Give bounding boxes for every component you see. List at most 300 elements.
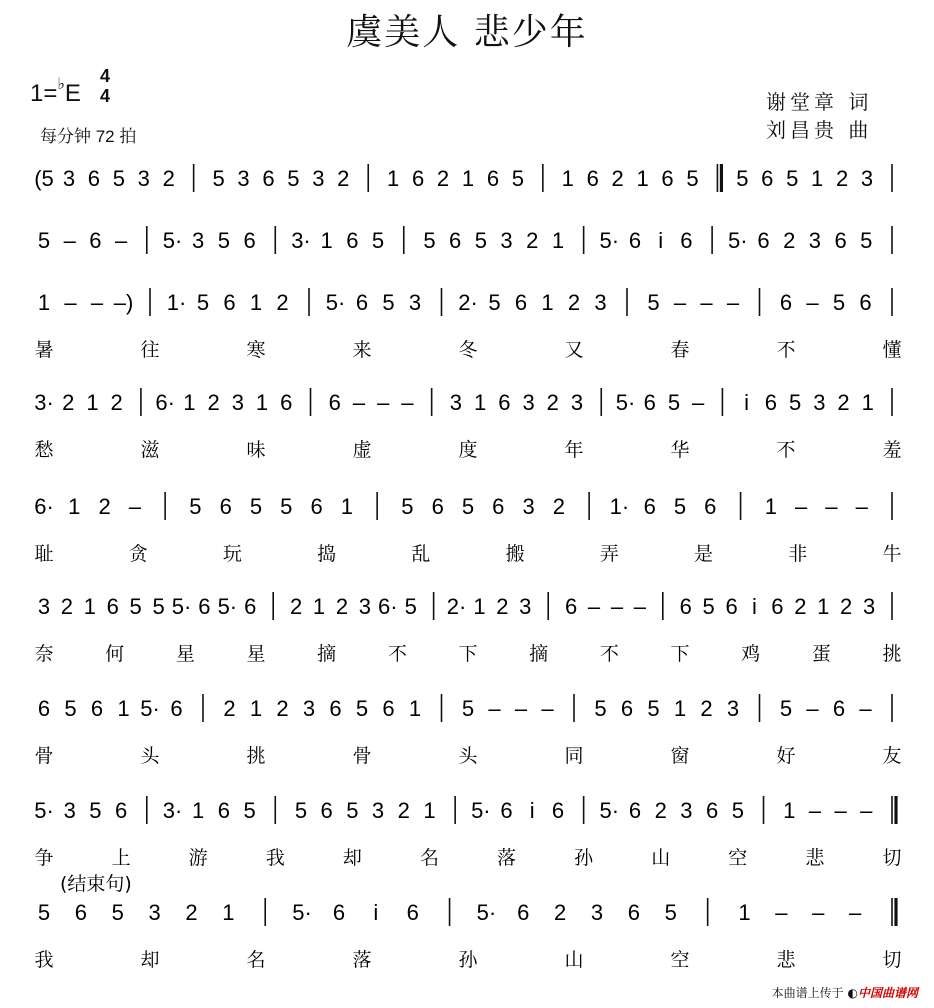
note: 3 xyxy=(449,390,463,415)
lyric: 友 xyxy=(882,745,902,767)
note: 3 xyxy=(522,390,535,415)
note: 5 xyxy=(832,290,846,315)
note: 5 xyxy=(152,594,165,619)
note: 3 xyxy=(231,390,244,415)
note: 2 xyxy=(223,696,236,721)
note: i xyxy=(744,390,750,415)
note: 1 xyxy=(473,594,486,619)
composer-credit: 刘昌贵 曲 xyxy=(766,118,873,142)
note: 5· xyxy=(471,798,491,823)
note: 6 xyxy=(90,696,104,721)
tempo-marking: 每分钟 72 拍 xyxy=(40,127,137,146)
note: – xyxy=(541,696,554,721)
note: 5 xyxy=(779,696,793,721)
lyric: 奈 xyxy=(34,643,54,665)
lyric: 窗 xyxy=(670,745,690,767)
note: 5 xyxy=(647,696,660,721)
note: – xyxy=(726,290,740,315)
note: – xyxy=(808,798,822,823)
note: 6 xyxy=(332,900,346,925)
lyric: 孙 xyxy=(458,949,478,971)
lyricist-credit: 谢堂章 词 xyxy=(766,90,873,114)
note: –) xyxy=(113,290,134,315)
lyric: 落 xyxy=(497,847,517,869)
lyric: 上 xyxy=(111,847,131,869)
note: 1 xyxy=(249,290,263,315)
note: 1 xyxy=(320,228,333,253)
note: 1 xyxy=(117,696,130,721)
note: – xyxy=(855,494,868,519)
note: 1 xyxy=(83,594,96,619)
note: 2 xyxy=(546,390,559,415)
note: 5 xyxy=(346,798,359,823)
note: 1 xyxy=(255,390,269,415)
note: 3 xyxy=(62,166,76,191)
note: 5· xyxy=(476,900,497,925)
lyric: 不 xyxy=(387,643,407,665)
lyric: 切 xyxy=(882,847,902,869)
lyric: 摘 xyxy=(529,643,549,665)
lyric: 又 xyxy=(564,339,584,361)
lyric: 寒 xyxy=(246,339,266,361)
note: – xyxy=(849,900,862,925)
note: 5 xyxy=(461,494,475,519)
note: (5 xyxy=(34,166,54,191)
note: 3 xyxy=(813,390,826,415)
note: – xyxy=(401,390,414,415)
note: 2 xyxy=(162,166,175,191)
note: 6 xyxy=(628,798,642,823)
note: 3 xyxy=(860,166,874,191)
note: 6 xyxy=(679,594,692,619)
note: 5 xyxy=(243,798,256,823)
note: 3 xyxy=(192,228,205,253)
note: 6 xyxy=(492,494,505,519)
note: – xyxy=(834,798,847,823)
note: – xyxy=(352,390,366,415)
note: 1 xyxy=(312,594,326,619)
note: 6 xyxy=(280,390,293,415)
lyric: 头 xyxy=(458,745,478,767)
note: 1 xyxy=(37,290,51,315)
note: 2 xyxy=(654,798,667,823)
note: 3 xyxy=(680,798,693,823)
lyric: 度 xyxy=(458,439,478,461)
note: 3 xyxy=(37,594,51,619)
note: 2 xyxy=(436,166,450,191)
time-top: 4 xyxy=(100,66,111,86)
lyric: 愁 xyxy=(34,439,54,461)
note: 6 xyxy=(725,594,738,619)
note: 6 xyxy=(320,798,333,823)
note: 5 xyxy=(37,228,51,253)
note: 2 xyxy=(835,166,849,191)
note: – xyxy=(806,290,819,315)
note: – xyxy=(633,594,647,619)
note: 5· xyxy=(217,594,238,619)
note: 1 xyxy=(783,798,796,823)
lyric: 年 xyxy=(564,439,584,461)
note: 6 xyxy=(834,228,847,253)
lyric: 切 xyxy=(882,949,902,971)
note: 6 xyxy=(74,900,87,925)
note: 6 xyxy=(223,290,236,315)
note: 3 xyxy=(726,696,740,721)
note: 1 xyxy=(817,594,830,619)
note: 6 xyxy=(411,166,425,191)
note: 6 xyxy=(680,228,693,253)
note: 6 xyxy=(551,798,565,823)
note: – xyxy=(64,290,77,315)
note: 3· xyxy=(291,228,311,253)
note: 5 xyxy=(287,166,300,191)
note: – xyxy=(128,494,141,519)
footer-site: 中国曲谱网 xyxy=(857,986,918,1000)
note: 3 xyxy=(590,900,604,925)
note: 5 xyxy=(736,166,749,191)
note: 5 xyxy=(667,390,681,415)
note: 1· xyxy=(609,494,630,519)
note: 2 xyxy=(276,290,289,315)
note: 2 xyxy=(397,798,410,823)
note: 5· xyxy=(34,798,54,823)
note: 2 xyxy=(783,228,796,253)
note: 5 xyxy=(786,166,799,191)
note: 1 xyxy=(423,798,436,823)
lyric: 好 xyxy=(776,745,796,767)
lyric: 味 xyxy=(246,439,266,461)
note: 6 xyxy=(449,228,462,253)
note: 1 xyxy=(408,696,422,721)
note: – xyxy=(673,290,687,315)
note: – xyxy=(806,696,819,721)
note: 3 xyxy=(862,594,876,619)
note: 3 xyxy=(500,228,513,253)
note: – xyxy=(114,228,128,253)
note: 5· xyxy=(599,228,620,253)
note: i xyxy=(752,594,757,619)
note: 2 xyxy=(526,228,539,253)
note: 2 xyxy=(276,696,289,721)
footer-text: 本曲谱上传于 xyxy=(771,986,844,1000)
note: – xyxy=(514,696,528,721)
note: 5 xyxy=(686,166,699,191)
note: 5 xyxy=(129,594,142,619)
lyric: 空 xyxy=(670,949,690,971)
note: 2 xyxy=(554,900,567,925)
note: 6 xyxy=(243,228,256,253)
note: 6 xyxy=(661,166,674,191)
note: 3 xyxy=(63,798,76,823)
note: 5 xyxy=(702,594,715,619)
note: 6 xyxy=(328,390,341,415)
note: 6 xyxy=(219,494,232,519)
key-prefix: 1= xyxy=(30,80,58,107)
note: 2· xyxy=(446,594,467,619)
note: – xyxy=(860,798,873,823)
lyric: 羞 xyxy=(882,439,902,461)
lyric: 乱 xyxy=(411,543,431,565)
note: 6 xyxy=(761,166,774,191)
note: 6 xyxy=(705,798,719,823)
note: 3· xyxy=(162,798,183,823)
note: 2 xyxy=(840,594,853,619)
note: 5 xyxy=(212,166,225,191)
lyric: 却 xyxy=(140,949,160,971)
note: 6 xyxy=(114,798,128,823)
note: 6 xyxy=(310,494,323,519)
note: 5 xyxy=(647,290,660,315)
note: 6 xyxy=(627,900,641,925)
note: 5 xyxy=(189,494,202,519)
lyric: 蛋 xyxy=(811,643,831,665)
note: 5 xyxy=(382,290,395,315)
note: 1 xyxy=(86,390,99,415)
note: 2 xyxy=(185,900,198,925)
lyric: 空 xyxy=(728,847,748,869)
note: 6 xyxy=(628,228,642,253)
note: – xyxy=(377,390,390,415)
footer xyxy=(772,984,918,1001)
lyric: 山 xyxy=(651,847,671,869)
note: i xyxy=(529,798,535,823)
lyric: 悲 xyxy=(776,949,796,971)
lyric: 骨 xyxy=(352,745,372,767)
note: 3 xyxy=(519,594,532,619)
note: 6 xyxy=(198,594,211,619)
lyric: 不 xyxy=(599,643,619,665)
note: 1 xyxy=(764,494,777,519)
note: 6 xyxy=(643,494,656,519)
lyric: 挑 xyxy=(246,745,266,767)
note: – xyxy=(700,290,713,315)
note: 6 xyxy=(771,594,784,619)
note: 6 xyxy=(355,290,369,315)
note: 3 xyxy=(808,228,822,253)
note: 2 xyxy=(552,494,565,519)
note: 6 xyxy=(565,594,578,619)
note: – xyxy=(775,900,788,925)
lyric: 孙 xyxy=(574,847,594,869)
note: i xyxy=(373,900,379,925)
note: 5 xyxy=(488,290,501,315)
note: 6· xyxy=(34,494,54,519)
note: 3 xyxy=(358,594,371,619)
note: 1 xyxy=(541,290,554,315)
note: 6 xyxy=(779,290,793,315)
note: – xyxy=(812,900,825,925)
note: 6 xyxy=(643,390,656,415)
lyric: 虚 xyxy=(352,439,372,461)
note: 5 xyxy=(355,696,369,721)
lyric: 我 xyxy=(34,949,54,971)
note: 5 xyxy=(89,798,102,823)
note: 3 xyxy=(237,166,250,191)
note: 5 xyxy=(371,228,385,253)
note: 6 xyxy=(764,390,777,415)
note: 2 xyxy=(794,594,807,619)
lyric: 来 xyxy=(352,339,372,361)
note: 1 xyxy=(673,696,687,721)
lyric: 牛 xyxy=(882,543,902,565)
lyric: 何 xyxy=(105,643,125,665)
lyric: 星 xyxy=(246,643,266,665)
note: 6 xyxy=(486,166,500,191)
note: 2 xyxy=(60,594,74,619)
note: 5 xyxy=(401,494,414,519)
note: – xyxy=(90,290,104,315)
lyric: 冬 xyxy=(458,339,478,361)
time-bottom: 4 xyxy=(100,86,111,106)
note: 5· xyxy=(140,696,160,721)
note: 6 xyxy=(517,900,530,925)
note: 5 xyxy=(112,166,125,191)
note: 5 xyxy=(37,900,51,925)
lyric: 争 xyxy=(34,847,54,869)
note: 6· xyxy=(155,390,175,415)
note: 6 xyxy=(170,696,183,721)
lyric: 贪 xyxy=(128,543,148,565)
note: 6 xyxy=(704,494,717,519)
note: 2 xyxy=(700,696,713,721)
note: 5· xyxy=(599,798,620,823)
note: 6· xyxy=(378,594,398,619)
note: 5· xyxy=(171,594,192,619)
lyric: 耻 xyxy=(34,543,54,565)
note: 6 xyxy=(89,228,102,253)
note: 5 xyxy=(404,594,417,619)
note: 3 xyxy=(312,166,325,191)
note: 3 xyxy=(148,900,161,925)
lyric: 暑 xyxy=(34,339,54,361)
lyric: 山 xyxy=(564,949,584,971)
note: 6 xyxy=(500,798,513,823)
note: 6 xyxy=(37,696,51,721)
note: 5· xyxy=(615,390,636,415)
note: 3 xyxy=(594,290,607,315)
note: 5 xyxy=(64,696,77,721)
note: 1 xyxy=(192,798,205,823)
note: 6 xyxy=(586,166,599,191)
note: 5 xyxy=(673,494,687,519)
note: 3 xyxy=(408,290,422,315)
note: 6 xyxy=(498,390,511,415)
note: 5 xyxy=(511,166,525,191)
song-title: 虞美人 悲少年 xyxy=(346,12,588,53)
note: 1 xyxy=(551,228,565,253)
note: 5· xyxy=(728,228,748,253)
lyric: 捣 xyxy=(317,543,337,565)
note: 5 xyxy=(731,798,744,823)
lyric: 不 xyxy=(776,339,796,361)
note: – xyxy=(587,594,601,619)
lyric: 下 xyxy=(458,643,478,665)
note: 5· xyxy=(162,228,183,253)
note: 5 xyxy=(249,494,263,519)
note: 6 xyxy=(244,594,257,619)
note: 5 xyxy=(860,228,873,253)
lyric: 我 xyxy=(265,847,285,869)
lyric: 搬 xyxy=(505,543,525,565)
note: 3 xyxy=(137,166,150,191)
lyric: 下 xyxy=(670,643,690,665)
note: 2 xyxy=(98,494,111,519)
lyric: 懂 xyxy=(882,339,902,361)
note: 5 xyxy=(664,900,677,925)
note: 6 xyxy=(382,696,395,721)
lyric: 挑 xyxy=(882,643,902,665)
note: – xyxy=(795,494,808,519)
note: 1· xyxy=(166,290,187,315)
note: 2 xyxy=(110,390,123,415)
note: 3· xyxy=(34,390,54,415)
note: 6 xyxy=(832,696,846,721)
note: 1 xyxy=(561,166,574,191)
lyric: 摘 xyxy=(317,643,337,665)
note: 1 xyxy=(222,900,235,925)
note: 1 xyxy=(738,900,751,925)
note: 2 xyxy=(337,166,350,191)
note: 5· xyxy=(292,900,312,925)
note: 6 xyxy=(859,290,872,315)
lyric: 落 xyxy=(352,949,372,971)
lyric: 往 xyxy=(140,339,160,361)
note: 3 xyxy=(570,390,584,415)
note: 3 xyxy=(371,798,385,823)
note: 1 xyxy=(861,390,874,415)
note: – xyxy=(859,696,872,721)
note: 5 xyxy=(594,696,607,721)
note: 5 xyxy=(461,696,475,721)
note: 1 xyxy=(340,494,353,519)
note: 6 xyxy=(87,166,101,191)
lyric: 非 xyxy=(788,543,808,565)
lyric: 星 xyxy=(175,643,195,665)
note: 5 xyxy=(196,290,210,315)
note: 5· xyxy=(325,290,346,315)
note: 2 xyxy=(289,594,303,619)
note: – xyxy=(610,594,624,619)
note: 5 xyxy=(217,228,231,253)
site-logo-icon: ◐ xyxy=(847,986,858,1000)
note: – xyxy=(488,696,501,721)
note: 3 xyxy=(522,494,535,519)
note: 6 xyxy=(262,166,275,191)
note: 5 xyxy=(474,228,487,253)
note: – xyxy=(825,494,838,519)
note: 1 xyxy=(473,390,487,415)
note: 1 xyxy=(387,166,400,191)
note: 6 xyxy=(217,798,231,823)
note: 1 xyxy=(249,696,263,721)
lyric: 滋 xyxy=(140,439,160,461)
lyric: 弄 xyxy=(599,543,619,565)
note: 6 xyxy=(514,290,528,315)
note: 1 xyxy=(636,166,649,191)
note: – xyxy=(63,228,76,253)
lyric: 却 xyxy=(342,847,362,869)
note: 2· xyxy=(458,290,478,315)
note: 5 xyxy=(111,900,124,925)
note: 5 xyxy=(788,390,802,415)
note: 2 xyxy=(567,290,581,315)
lyric: 鸡 xyxy=(741,643,761,665)
note: 5 xyxy=(294,798,308,823)
note: 3 xyxy=(302,696,316,721)
lyric: 名 xyxy=(419,847,439,869)
flat-icon: ♭ xyxy=(57,76,65,93)
note: 1 xyxy=(183,390,196,415)
